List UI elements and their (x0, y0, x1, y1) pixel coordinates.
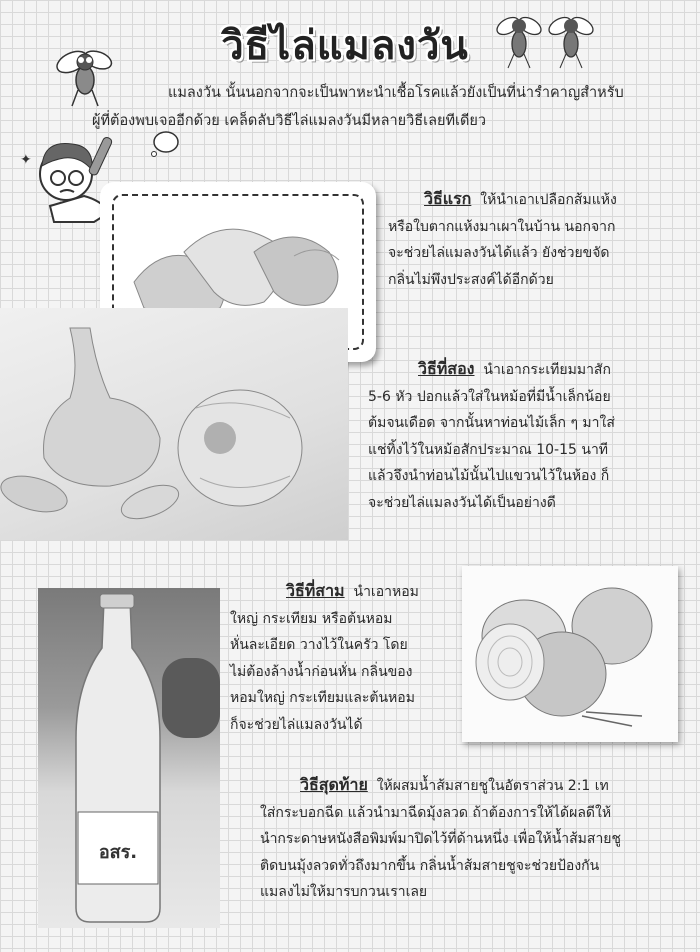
method-3-heading: วิธีที่สาม (286, 581, 345, 600)
method-2-line: นำเอากระเทียมมาสัก (483, 362, 611, 378)
svg-text:✦: ✦ (20, 152, 32, 168)
method-1-line: ให้นำเอาเปลือกส้มแห้ง (480, 192, 617, 208)
method-4-line: ติดบนมุ้งลวดทั่วถึงมากขึ้น กลิ่นน้ำส้มสายชูจะช่วยป้องกัน (260, 857, 600, 874)
method-1-line: จะช่วยไล่แมลงวันได้แล้ว ยังช่วยขจัด (388, 245, 610, 261)
method-2-line: 5-6 หัว ปอกแล้วใส่ในหม้อที่มีน้ำเล็กน้อย (368, 388, 611, 405)
method-4-line: ใส่กระบอกฉีด แล้วนำมาฉีดมุ้งลวด ถ้าต้องการให้ได้ผลดีให้ (260, 804, 612, 821)
page-title: วิธีไล่แมลงวัน (221, 23, 469, 69)
method-4-heading: วิธีสุดท้าย (300, 775, 368, 794)
vinegar-bottle-photo (38, 588, 220, 928)
method-1-line: หรือใบตากแห้งมาเผาในบ้าน นอกจาก (388, 218, 616, 235)
garlic-photo (0, 308, 348, 540)
method-2-line: แช่ทิ้งไว้ในหม้อสักประมาณ 10-15 นาที (368, 441, 609, 458)
onion-image (462, 566, 678, 742)
method-2-line: ต้มจนเดือด จากนั้นหาท่อนไม้เล็ก ๆ มาใส่ (368, 415, 615, 431)
method-2-line: แล้วจึงนำท่อนไม้นั้นไปแขวนไว้ในห้อง ก็ (368, 468, 610, 484)
method-1-line: กลิ่นไม่พึงประสงค์ได้อีกด้วย (388, 271, 554, 288)
method-3-text (230, 578, 450, 738)
intro-line-2: ผู้ที่ต้องพบเจออีกด้วย เคล็ดลับวิธีไล่แมลงวันมีหลายวิธีเลยทีเดียว (92, 113, 487, 129)
method-3-line: หั่นละเอียด วางไว้ในครัว โดย (230, 637, 408, 653)
fly-illustration-pair (490, 8, 610, 72)
method-4-line: แมลงไม่ให้มารบกวนเราเลย (260, 884, 428, 900)
bottle-label: อสร. (98, 842, 138, 863)
intro-line-1: แมลงวัน นั้นนอกจากจะเป็นพาหะนำเชื้อโรคแล้วยังเป็นที่น่ารำคาญสำหรับ (168, 85, 624, 101)
method-3-line: ก็จะช่วยไล่แมลงวันได้ (230, 716, 363, 733)
method-1-text (388, 186, 678, 293)
fly-illustration-left (52, 40, 122, 112)
garlic-image (0, 308, 348, 540)
method-3-line: ใหญ่ กระเทียม หรือต้นหอม (230, 610, 393, 627)
method-4-line: ให้ผสมน้ำส้มสายชูในอัตราส่วน 2:1 เท (376, 778, 609, 794)
method-2-text (368, 356, 668, 516)
vinegar-bottle-image (38, 588, 220, 928)
method-1-heading: วิธีแรก (424, 189, 472, 208)
method-2-heading: วิธีที่สอง (418, 359, 475, 378)
onion-photo (462, 566, 678, 742)
method-3-line: นำเอาหอม (353, 584, 419, 600)
method-3-line: หอมใหญ่ กระเทียมและต้นหอม (230, 690, 415, 706)
method-3-line: ไม่ต้องล้างน้ำก่อนหั่น กลิ่นของ (230, 663, 413, 680)
method-2-line: จะช่วยไล่แมลงวันได้เป็นอย่างดี (368, 494, 556, 511)
method-4-text (260, 772, 690, 906)
method-4-line: นำกระดาษหนังสือพิมพ์มาปิดไว้ที่ด้านหนึ่ง เพื่อให้น้ำส้มสายชู (260, 831, 622, 847)
